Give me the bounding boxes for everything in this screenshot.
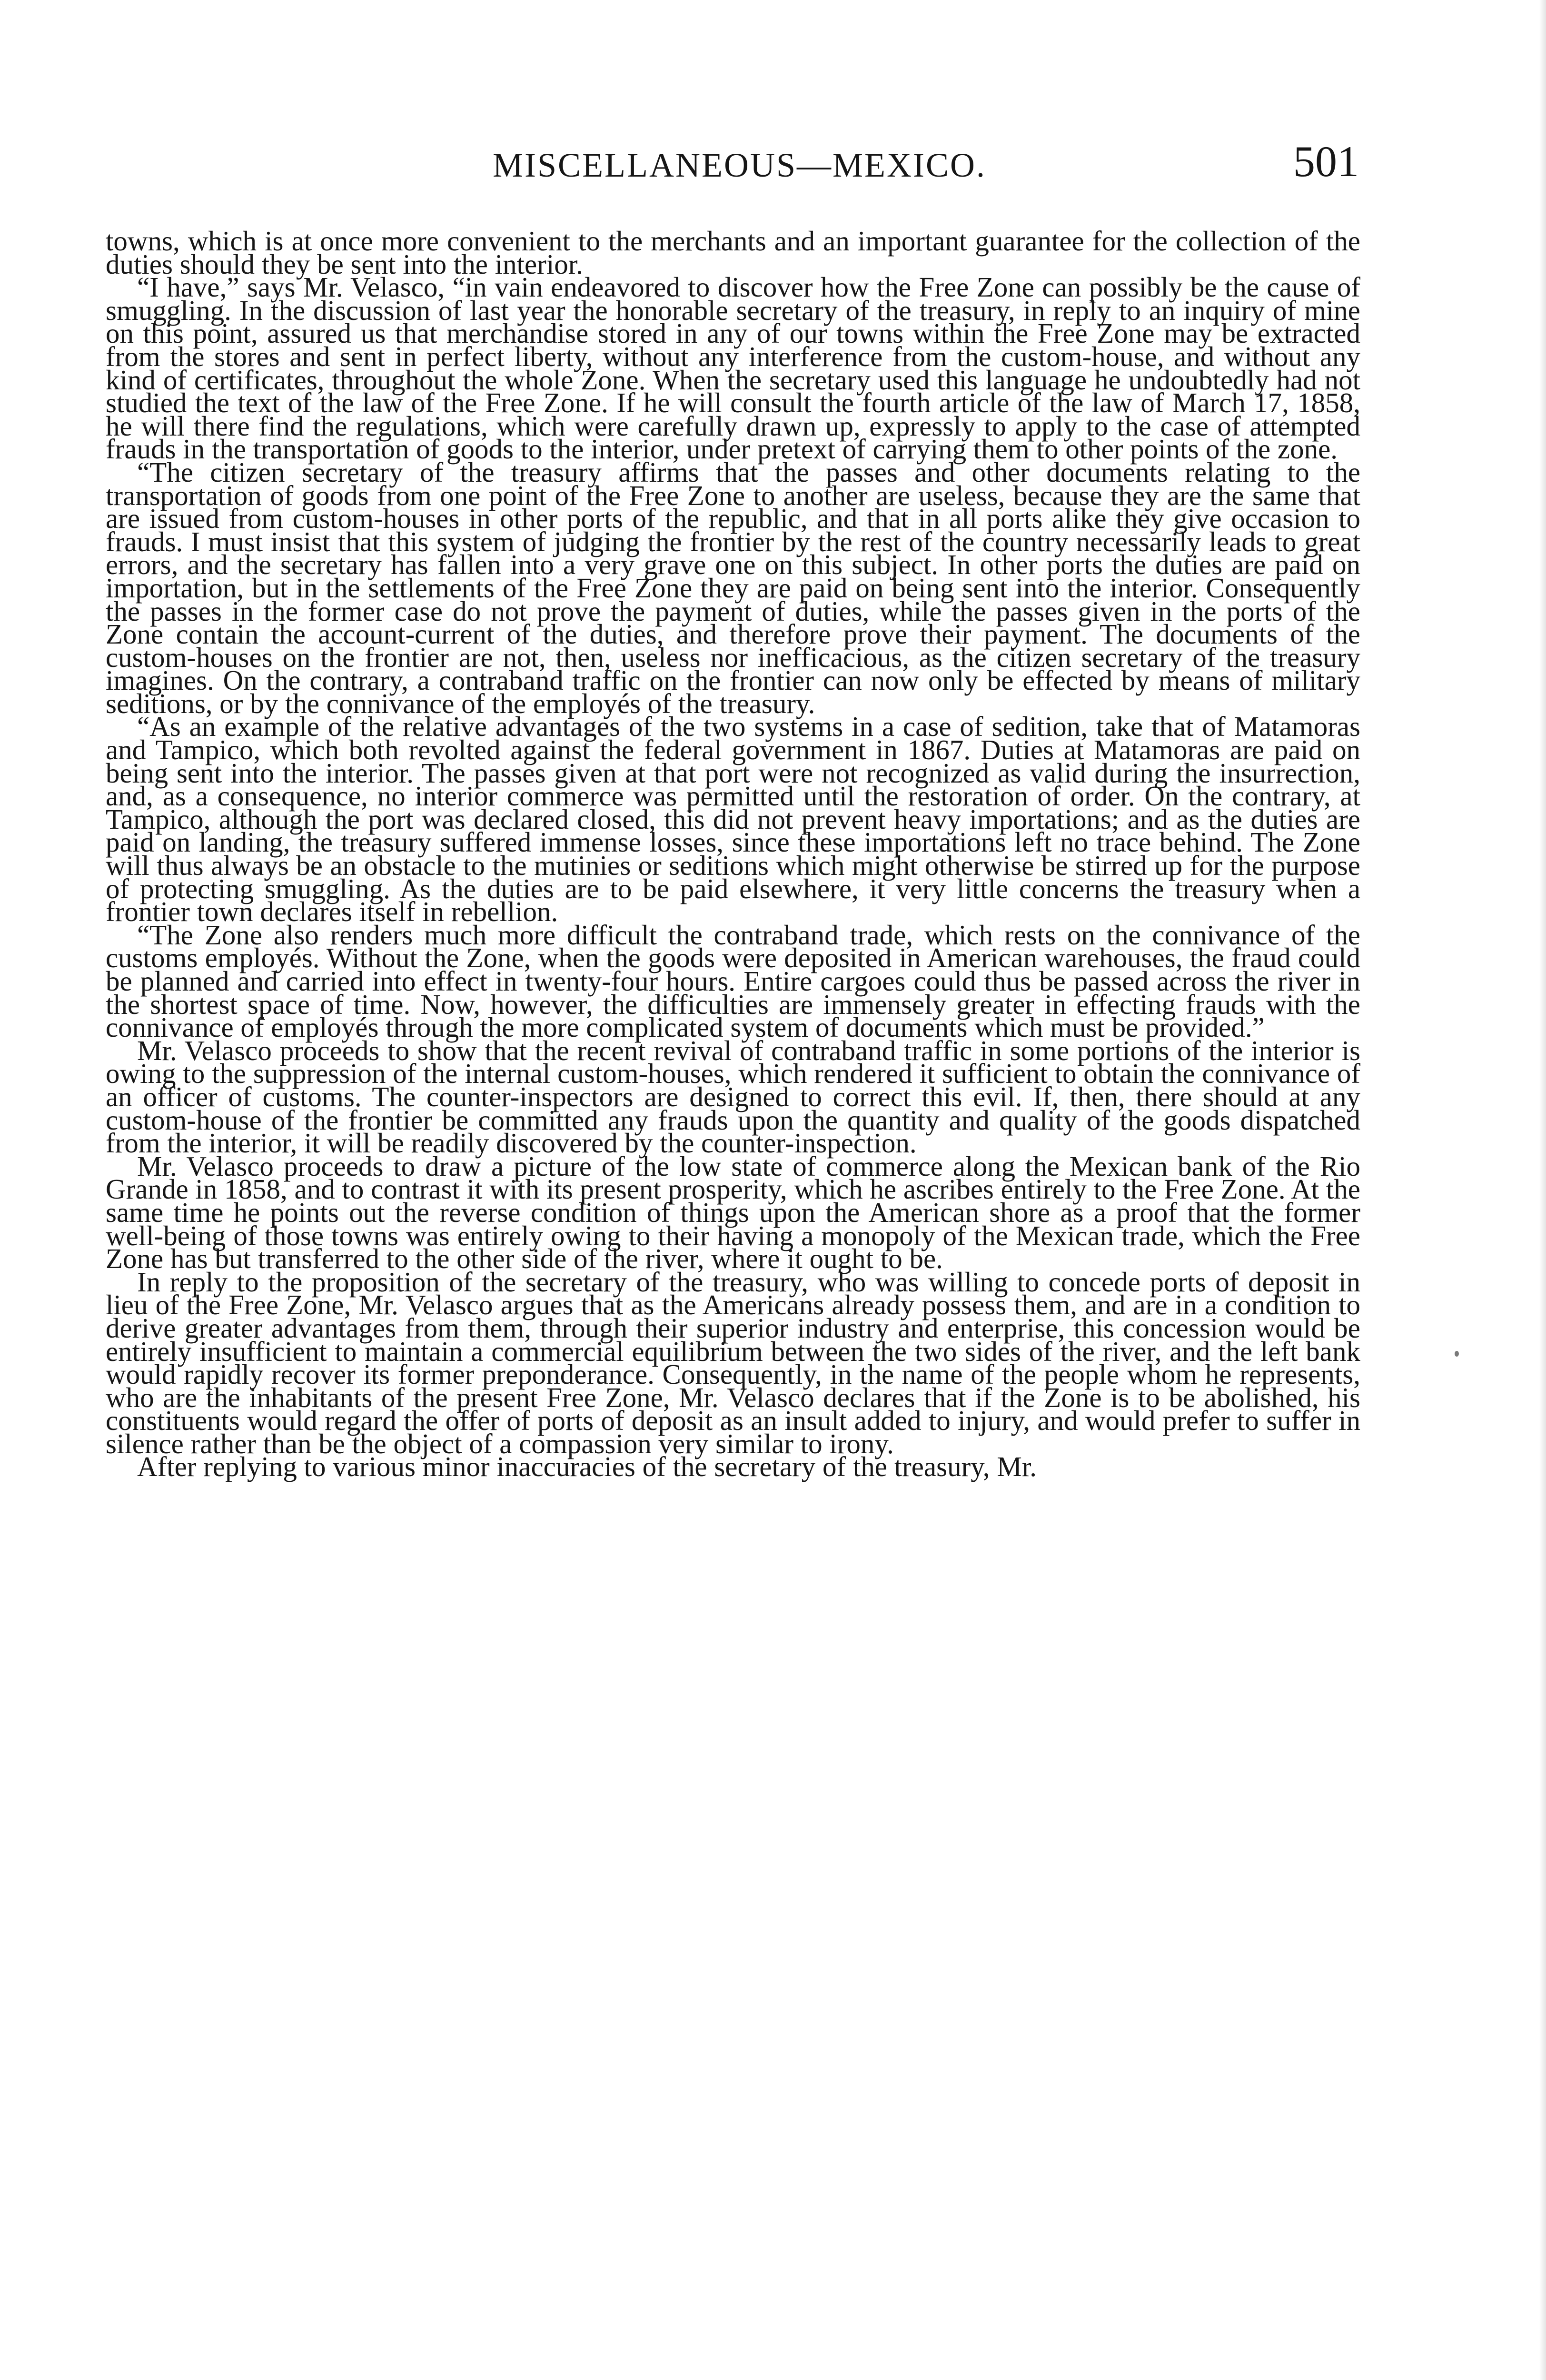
paragraph: Mr. Velasco proceeds to draw a picture of the low state of commerce along the Mexican bank of the Rio Grande in 1858, and to contrast it with its present prosperity, which he ascribes entirely to the Free Zone. At the same time he points out the reverse condition of things upon the American shore as a proof that the former well-being of those towns was entirely owing to their having a monopoly of the Mexican trade, which the Free Zone has but transferred to the other side of the river, where it ought to be.	[106, 1150, 1360, 1275]
running-head: MISCELLANEOUS—MEXICO.	[493, 146, 987, 184]
paragraph-last-line: After replying to various minor inaccuracies of the secretary of the treasury, Mr.	[137, 1451, 1037, 1483]
paragraph: Mr. Velasco proceeds to show that the recent revival of contraband traffic in some portions of the interior is owing to the suppression of the internal custom-houses, which rendered it sufficient to obtain the connivance of an officer of customs. The counter-inspectors are designed to correct this evil. If, then, there should at any custom-house of the frontier be committed any frauds upon the quantity and quality of the goods dispatched from the interior, it will be readily discovered by the counter-inspection.	[106, 1034, 1360, 1159]
paragraph: In reply to the proposition of the secretary of the treasury, who was willing to concede ports of deposit in lieu of the Free Zone, Mr. Velasco argues that as the Americans already possess them, and are in a condition to derive greater advantages from them, through their superior industry and enterprise, this concession would be entirely insufficient to maintain a commercial equilibrium between the two sides of the river, and the left bank would rapidly recover its former preponderance. Consequently, in the name of the people whom he represents, who are the inhabitants of the present Free Zone, Mr. Velasco declares that if the Zone is to be abolished, his constituents would regard the offer of ports of deposit as an insult added to injury, and would prefer to suffer in silence rather than be the object of a compassion very similar to irony.	[106, 1266, 1360, 1459]
paragraph: “The citizen secretary of the treasury affirms that the passes and other documents relating to the transportation of goods from one point of the Free Zone to another are useless, because they are the same that are issued from custom-houses in other ports of the republic, and that in all ports alike they give occasion to frauds. I must insist that this system of judging the frontier by the rest of the country necessarily leads to great errors, and the secretary has fallen into a very grave one on this subject. In other ports the duties are paid on importation, but in the settlements of the Free Zone they are paid on being sent into the interior. Consequently the passes in the former case do not prove the payment of duties, while the passes given in the ports of the Zone contain the account-current of the duties, and therefore prove their payment. The documents of the custom-houses on the frontier are not, then, useless nor inefficacious, as the citizen secretary of the treasury imagines. On the contrary, a contraband traffic on the frontier can now only be effected by means of military seditions, or by the connivance of the employés of the treasury.	[106, 456, 1360, 719]
paragraph: “I have,” says Mr. Velasco, “in vain endeavored to discover how the Free Zone can possibly be the cause of smuggling. In the discussion of last year the honorable secretary of the treasury, in reply to an inquiry of mine on this point, assured us that merchandise stored in any of our towns within the Free Zone may be extracted from the stores and sent in perfect liberty, without any interference from the custom-house, and without any kind of certificates, throughout the whole Zone. When the secretary used this language he undoubtedly had not studied the text of the law of the Free Zone. If he will consult the fourth article of the law of March 17, 1858, he will there find the regulations, which were carefully drawn up, expressly to apply to the case of attempted frauds in the transportation of goods to the interior, under pretext of carrying them to other points of the zone.	[106, 271, 1360, 465]
paragraph-continued: towns, which is at once more convenient to the merchants and an important guarantee for the collection of the duties should they be sent into the interior.	[106, 225, 1360, 280]
paragraph: “The Zone also renders much more difficult the contraband trade, which rests on the connivance of the customs employés. Without the Zone, when the goods were deposited in American warehouses, the fraud could be planned and carried into effect in twenty-four hours. Entire cargoes could thus be passed across the river in the shortest space of time. Now, however, the difficulties are immensely greater in effecting frauds with the connivance of employés through the more complicated system of documents which must be provided.”	[106, 919, 1360, 1043]
paragraph: “As an example of the relative advantages of the two systems in a case of sedition, take that of Matamoras and Tampico, which both revolted against the federal government in 1867. Duties at Matamoras are paid on being sent into the interior. The passes given at that port were not recognized as valid during the insurrection, and, as a consequence, no interior commerce was permitted until the restoration of order. On the contrary, at Tampico, although the port was declared closed, this did not prevent heavy importations; and as the duties are paid on landing, the treasury suffered immense losses, since these importations left no trace behind. The Zone will thus always be an obstacle to the mutinies or seditions which might otherwise be stirred up for the purpose of protecting smuggling. As the duties are to be paid elsewhere, it very little concerns the treasury when a frontier town declares itself in rebellion.	[106, 711, 1360, 928]
scan-edge	[1539, 0, 1546, 2380]
ink-speck	[1455, 1351, 1459, 1357]
page-number: 501	[1293, 137, 1359, 186]
text-column	[106, 225, 1360, 1483]
page-header	[107, 137, 1359, 195]
